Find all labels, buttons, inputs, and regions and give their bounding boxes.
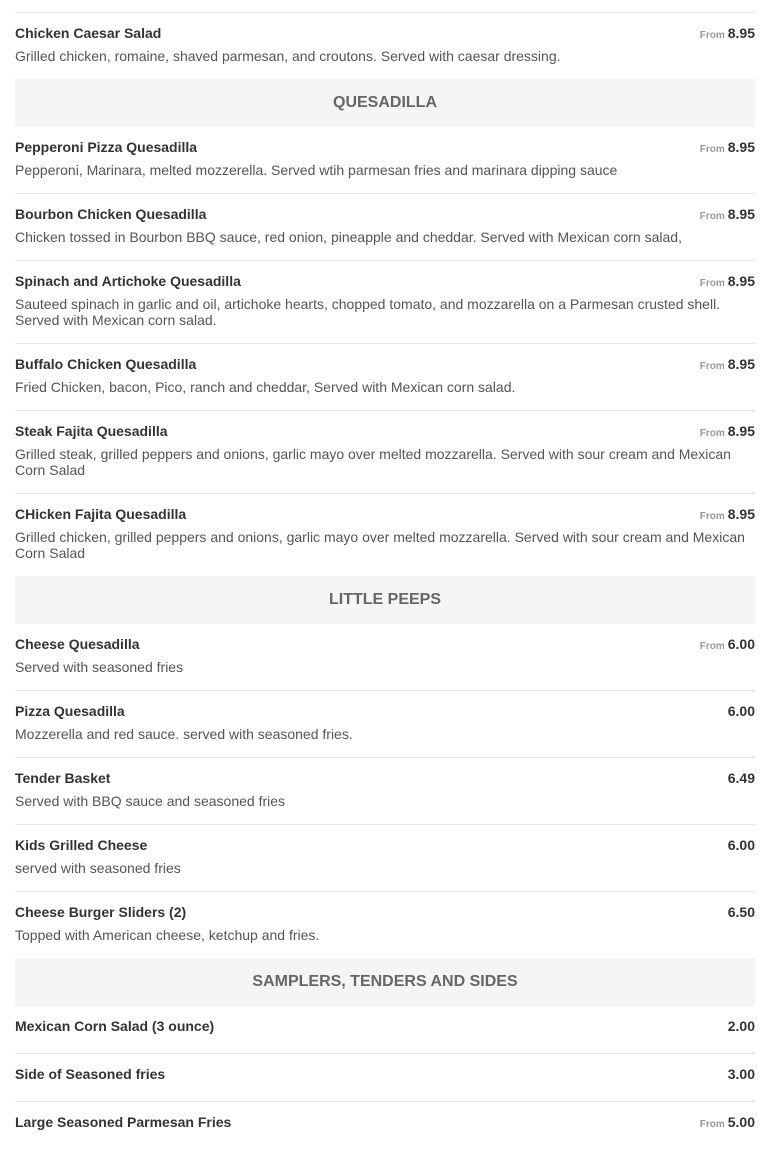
menu-item-price: [700, 25, 755, 44]
menu-item-pizza-quesadilla[interactable]: [15, 690, 755, 757]
price-amount: 8.95: [727, 273, 755, 289]
section-header-samplers-tenders-and-sides: SAMPLERS, TENDERS AND SIDES: [15, 958, 755, 1006]
menu-item-name: Buffalo Chicken Quesadilla: [15, 356, 197, 372]
menu-item-name: Side of Seasoned fries: [15, 1066, 166, 1082]
menu-item-steak-fajita-quesadilla[interactable]: [15, 410, 755, 493]
price-amount: 8.95: [727, 506, 755, 522]
menu-item-description: Grilled chicken, grilled peppers and onions, garlic mayo over melted mozzarella. Served with sour cream and Mexican Corn Salad: [15, 529, 745, 561]
price-amount: 8.95: [727, 356, 755, 372]
menu-item-tender-basket[interactable]: [15, 757, 755, 824]
menu-item-description: served with seasoned fries: [15, 860, 181, 876]
menu-item-buffalo-chicken-quesadilla[interactable]: [15, 343, 755, 410]
menu-item-description: Chicken tossed in Bourbon BBQ sauce, red onion, pineapple and cheddar. Served with Mexican corn salad,: [15, 229, 682, 245]
price-amount: 8.95: [727, 139, 755, 155]
price-amount: 6.00: [727, 703, 755, 719]
menu-item-price: [728, 1018, 755, 1035]
menu-item-price: [700, 139, 755, 158]
price-from-label: From: [699, 30, 725, 41]
price-amount: 6.50: [727, 904, 755, 920]
menu-item-price: [700, 506, 755, 525]
menu-item-description: Fried Chicken, bacon, Pico, ranch and cheddar, Served with Mexican corn salad.: [15, 379, 516, 395]
price-from-label: From: [699, 1119, 725, 1130]
menu-item-name: Pizza Quesadilla: [15, 703, 125, 719]
menu-item-description: Grilled steak, grilled peppers and onions, garlic mayo over melted mozzarella. Served with sour cream and Mexican Corn Salad: [15, 446, 731, 478]
menu-item-price: [728, 837, 755, 854]
menu-item-kids-grilled-cheese[interactable]: [15, 824, 755, 891]
price-amount: 6.00: [727, 636, 755, 652]
menu-item-price: [728, 703, 755, 720]
menu-item-description: Mozzerella and red sauce. served with seasoned fries.: [15, 726, 353, 742]
menu-item-name: Spinach and Artichoke Quesadilla: [15, 273, 241, 289]
price-amount: 8.95: [727, 206, 755, 222]
menu-list: [15, 0, 755, 1149]
menu-item-pepperoni-pizza-quesadilla[interactable]: [15, 127, 755, 193]
price-amount: 6.49: [727, 770, 755, 786]
price-from-label: From: [699, 641, 725, 652]
menu-item-description: Grilled chicken, romaine, shaved parmesan, and croutons. Served with caesar dressing.: [15, 48, 561, 64]
menu-item-name: Bourbon Chicken Quesadilla: [15, 206, 207, 222]
menu-item-cheese-quesadilla[interactable]: [15, 624, 755, 690]
section-header-little-peeps: LITTLE PEEPS: [15, 576, 755, 624]
price-from-label: From: [699, 278, 725, 289]
menu-item-name: CHicken Fajita Quesadilla: [15, 506, 187, 522]
menu-item-price: [700, 356, 755, 375]
menu-item-name: Tender Basket: [15, 770, 111, 786]
price-from-label: From: [699, 428, 725, 439]
menu-item-name: Pepperoni Pizza Quesadilla: [15, 139, 198, 155]
menu-item-spinach-and-artichoke-quesadilla[interactable]: [15, 260, 755, 343]
price-from-label: From: [699, 144, 725, 155]
menu-item-description: Served with BBQ sauce and seasoned fries: [15, 793, 286, 809]
price-from-label: From: [699, 211, 725, 222]
price-amount: 3.00: [727, 1066, 755, 1082]
menu-item-price: [700, 423, 755, 442]
price-amount: 8.95: [727, 25, 755, 41]
price-amount: 2.00: [727, 1018, 755, 1034]
menu-item-price: [728, 1066, 755, 1083]
menu-item-chicken-fajita-quesadilla[interactable]: [15, 493, 755, 576]
menu-item-name: Steak Fajita Quesadilla: [15, 423, 168, 439]
menu-item-description: Topped with American cheese, ketchup and fries.: [15, 927, 320, 943]
menu-item-price: [700, 273, 755, 292]
menu-item-name: Large Seasoned Parmesan Fries: [15, 1114, 232, 1130]
menu-item-price: [700, 1114, 755, 1133]
menu-item-description: Sauteed spinach in garlic and oil, artichoke hearts, chopped tomato, and mozzarella on a Parmesan crusted shell. Served with Mexican corn salad.: [15, 296, 721, 328]
menu-item-bourbon-chicken-quesadilla[interactable]: [15, 193, 755, 260]
price-amount: 5.00: [727, 1114, 755, 1130]
menu-item-name: Mexican Corn Salad (3 ounce): [15, 1018, 215, 1034]
menu-item-name: Cheese Burger Sliders (2): [15, 904, 187, 920]
menu-item-description: Pepperoni, Marinara, melted mozzerella. Served wtih parmesan fries and marinara dipping sauce: [15, 162, 618, 178]
menu-item-description: Served with seasoned fries: [15, 659, 184, 675]
menu-item-side-of-seasoned-fries[interactable]: [15, 1053, 755, 1101]
menu-item-chicken-caesar-salad[interactable]: [15, 13, 755, 79]
menu-item-large-seasoned-parmesan-fries[interactable]: [15, 1101, 755, 1149]
menu-item-name: Kids Grilled Cheese: [15, 837, 148, 853]
price-from-label: From: [699, 361, 725, 372]
menu-item-price: [700, 206, 755, 225]
menu-item-cheese-burger-sliders-2[interactable]: [15, 891, 755, 958]
price-amount: 8.95: [727, 423, 755, 439]
price-from-label: From: [699, 511, 725, 522]
price-amount: 6.00: [727, 837, 755, 853]
menu-item-price: [700, 636, 755, 655]
menu-item-price: [728, 770, 755, 787]
divider: [15, 0, 755, 13]
section-header-quesadilla: QUESADILLA: [15, 79, 755, 127]
menu-item-name: Cheese Quesadilla: [15, 636, 140, 652]
menu-item-name: Chicken Caesar Salad: [15, 25, 162, 41]
menu-item-mexican-corn-salad-3-ounce[interactable]: [15, 1006, 755, 1053]
menu-item-price: [728, 904, 755, 921]
